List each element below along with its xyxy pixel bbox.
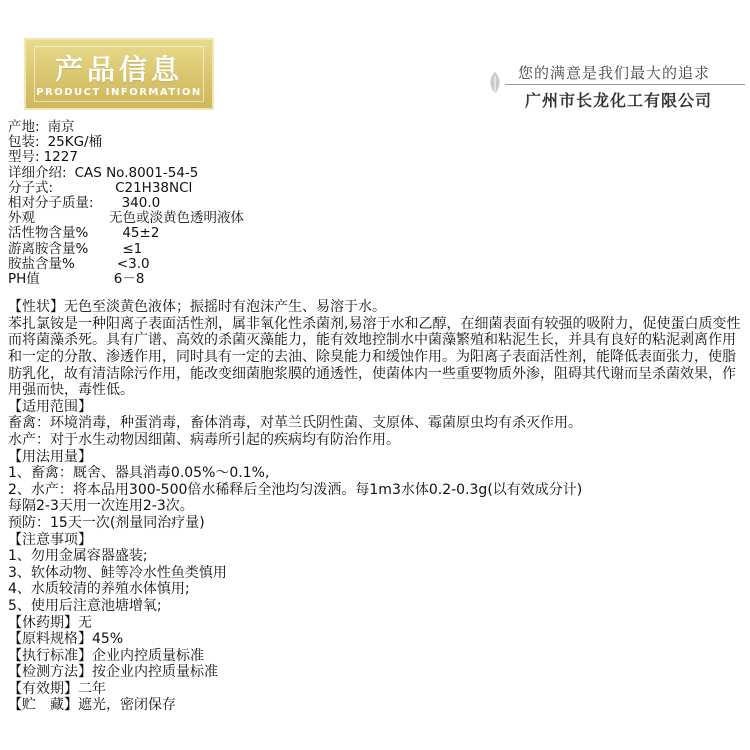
spec-row xyxy=(8,135,743,150)
text-line: 1、勿用金属容器盛装; xyxy=(8,548,148,565)
spec-label: 产地: xyxy=(8,119,40,135)
section-heading: 【适用范围】 xyxy=(8,398,92,415)
spec-row xyxy=(8,196,743,211)
badge-title: 产品信息 xyxy=(54,53,183,86)
spec-label: 胺盐含量% xyxy=(8,255,75,272)
spec-row xyxy=(8,211,743,226)
text-line: 2、水产：将本品用300-500倍水稀释后全池均匀泼洒。每1m3水体0.2-0.3g(以有效成分计) xyxy=(8,481,583,498)
text-line: 3、软体动物、鲑等冷水性鱼类慎用 xyxy=(8,564,227,581)
leaf-icon xyxy=(485,70,505,96)
section-heading: 【贮 藏】遮光，密闭保存 xyxy=(8,697,176,714)
spec-row xyxy=(8,226,743,241)
spec-label: 相对分子质量: xyxy=(8,195,94,212)
spec-value: 无色或淡黄色透明液体 xyxy=(109,210,244,227)
spec-value: 南京 xyxy=(47,119,75,135)
spec-value: C21H38NCl xyxy=(115,179,193,196)
text-line: 每隔2-3天用一次连用2-3次。 xyxy=(8,498,194,515)
page-header xyxy=(0,0,750,120)
spec-row xyxy=(8,242,743,257)
text-line: 4、水质较清的养殖水体慎用; xyxy=(8,581,190,598)
section-heading: 【注意事项】 xyxy=(8,531,92,548)
section-heading: 【休药期】无 xyxy=(8,614,92,631)
spacer xyxy=(8,287,743,299)
header-divider xyxy=(505,84,745,85)
text-line: 水产：对于水生动物因细菌、病毒所引起的疾病均有防治作用。 xyxy=(8,431,400,448)
spec-row xyxy=(8,150,743,165)
section-heading: 【执行标准】企业内控质量标准 xyxy=(8,647,204,664)
text-line: 预防：15天一次(剂量同治疗量) xyxy=(8,514,205,531)
description-text: 苯扎氯铵是一种阳离子表面活性剂，属非氧化性杀菌剂,易溶于水和乙醇，在细菌表面有较强的吸附力，促使蛋白质变性而将菌藻杀死。具有广谱、高效的杀菌灭藻能力，能有效地控制水中菌藻繁殖和粘泥生长，并具有良好的粘泥剥离作用和一定的分散、渗透作用，同时具有一定的去油、除臭能力和缓蚀作用。为阳离子表面活性剂，能降低表面张力，使脂肪乳化，故有清洁除污作用，能改变细菌胞浆膜的通透性，使菌体内一些重要物质外渗，阻碍其代谢而呈杀菌效果，作用强而快，毒性低。 xyxy=(8,315,741,399)
spec-row xyxy=(8,120,743,135)
text-line: 畜禽：环境消毒，种蛋消毒，畜体消毒，对革兰氏阴性菌、支原体、霉菌原虫均有杀灭作用。 xyxy=(8,415,582,432)
spec-value: CAS No.8001-54-5 xyxy=(74,164,199,181)
spec-label: 详细介绍: xyxy=(8,164,67,181)
text-line: 5、使用后注意池塘增氧; xyxy=(8,597,162,614)
spec-row xyxy=(8,257,743,272)
spec-value: 340.0 xyxy=(121,195,161,212)
property-text: 【性状】无色至淡黄色液体；振摇时有泡沫产生、易溶于水。 xyxy=(8,299,386,316)
company-name: 广州市长龙化工有限公司 xyxy=(525,91,713,110)
spec-label: 活性物含量% xyxy=(8,225,89,242)
section-heading: 【原料规格】45% xyxy=(8,631,124,648)
spec-value: 45±2 xyxy=(122,225,160,242)
spec-value: 1227 xyxy=(43,149,78,166)
spec-label: 游离胺含量% xyxy=(8,240,89,257)
spec-value: 25KG/桶 xyxy=(47,134,103,151)
spec-value: ≤1 xyxy=(122,240,143,257)
spec-label: 分子式: xyxy=(8,179,54,196)
company-slogan: 您的满意是我们最大的追求 xyxy=(518,64,711,82)
product-info-badge xyxy=(24,38,214,110)
usage-block xyxy=(8,399,743,714)
spec-label: 包装: xyxy=(8,134,40,151)
spec-value: <3.0 xyxy=(116,255,150,272)
section-heading: 【检测方法】按企业内控质量标准 xyxy=(8,664,218,681)
spec-label: PH值 xyxy=(8,271,40,288)
section-heading: 【用法用量】 xyxy=(8,448,92,465)
spec-row xyxy=(8,181,743,196)
product-details xyxy=(8,120,743,714)
spec-value: 6－8 xyxy=(113,271,145,288)
spec-label: 型号: xyxy=(8,149,40,166)
spec-row xyxy=(8,272,743,287)
section-heading: 【有效期】二年 xyxy=(8,680,106,697)
badge-subtitle: PRODUCT INFORMATION xyxy=(36,87,202,98)
spec-row xyxy=(8,166,743,181)
spec-label: 外观 xyxy=(8,210,35,227)
description-block xyxy=(8,299,743,399)
spec-list xyxy=(8,120,743,287)
text-line: 1、畜禽：厩舍、器具消毒0.05%～0.1%, xyxy=(8,465,270,482)
